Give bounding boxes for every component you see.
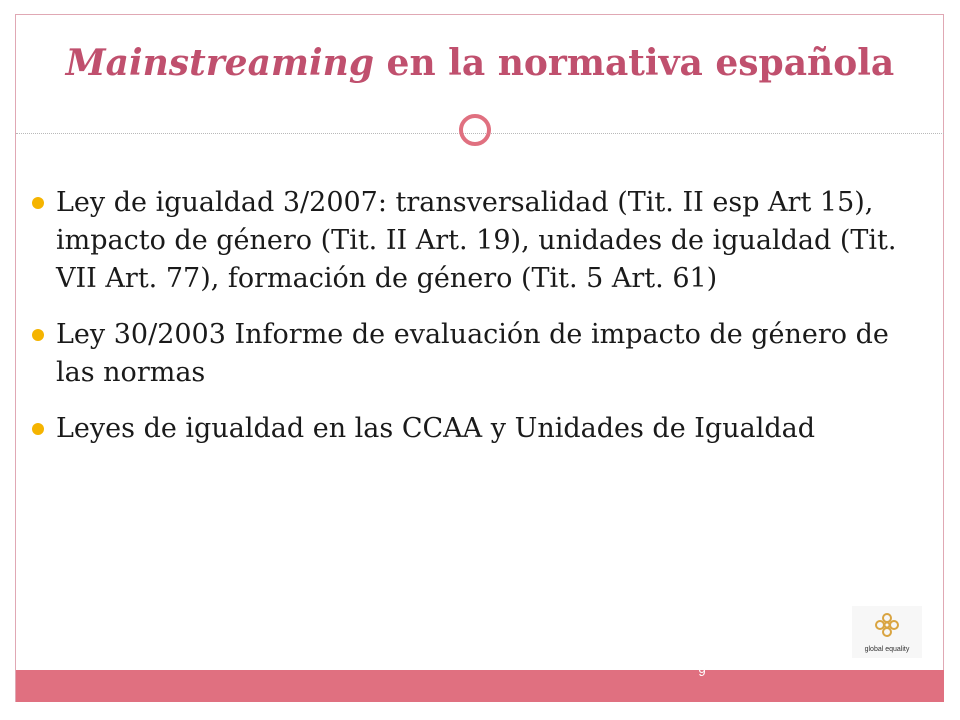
- bullet-text: Leyes de igualdad en las CCAA y Unidades de Igualdad: [56, 413, 816, 444]
- logo-text: global equality: [864, 646, 910, 653]
- title-rest: en la normativa española: [374, 42, 895, 84]
- bullet-text: Ley de igualdad 3/2007: transversalidad (Tit. II esp Art 15), impacto de género (Tit. II Art. 19), unidades de igualdad (Tit. VII Art. 77), formación de género (Tit. 5 Art. 61): [56, 187, 897, 294]
- slide-title: [40, 38, 920, 88]
- title-italic: Mainstreaming: [65, 42, 375, 84]
- bullet-dot-icon: [32, 329, 44, 341]
- page-number: 9: [698, 664, 706, 679]
- footer-bar: [16, 670, 944, 702]
- global-equality-logo: [852, 606, 922, 658]
- bullet-item: [32, 316, 912, 392]
- bullet-dot-icon: [32, 197, 44, 209]
- ring-ornament-icon: [459, 114, 491, 146]
- bullet-list: [32, 184, 912, 466]
- bullet-text: Ley 30/2003 Informe de evaluación de impacto de género de las normas: [56, 319, 889, 388]
- bullet-dot-icon: [32, 423, 44, 435]
- flower-logo-icon: [875, 612, 899, 642]
- bullet-item: [32, 184, 912, 298]
- bullet-item: [32, 410, 912, 448]
